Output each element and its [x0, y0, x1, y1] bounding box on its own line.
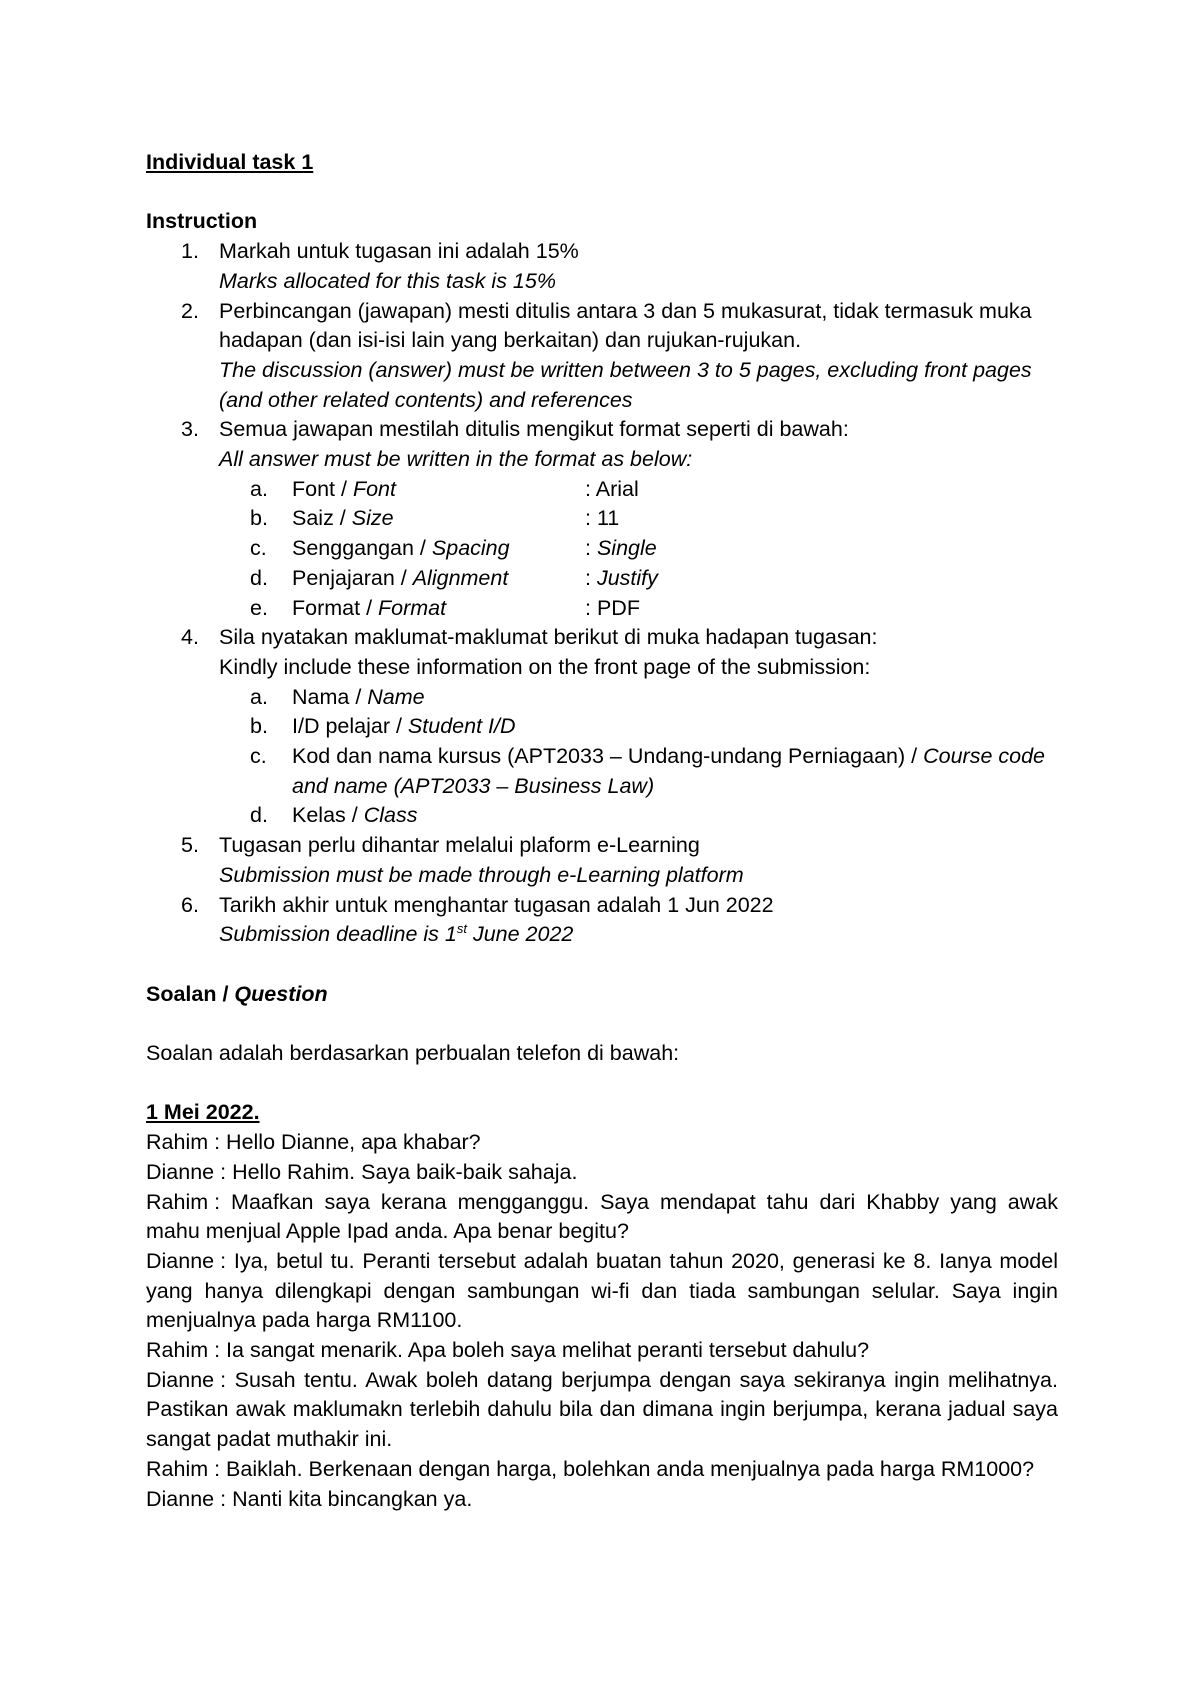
utterance: Maafkan saya kerana mengganggu. Saya mendapat tahu dari Khabby yang awak mahu menjual Apple Ipad anda. Apa benar begitu?: [146, 1189, 1058, 1244]
item-text-english: Marks allocated for this task is 15%: [219, 268, 556, 293]
format-row: [219, 475, 1058, 505]
dialogue-line: [146, 1366, 1058, 1455]
dialogue-line: [146, 1158, 1058, 1188]
format-label-malay: Senggangan /: [292, 536, 432, 561]
item-text-english: [219, 920, 1058, 950]
speaker: Rahim :: [146, 1189, 221, 1214]
item-number: 5.: [181, 833, 199, 858]
dialogue: [146, 1128, 1058, 1514]
front-info-letter: a.: [250, 684, 268, 709]
item-number: 4.: [181, 625, 199, 650]
format-value: : Arial: [585, 476, 639, 501]
item-text-english: The discussion (answer) must be written between 3 to 5 pages, excluding front pages (and other related contents) and references: [219, 357, 1032, 412]
format-value-prefix: :: [585, 536, 597, 561]
speaker: Rahim :: [146, 1456, 221, 1481]
dialogue-line: [146, 1455, 1058, 1485]
utterance: Baiklah. Berkenaan dengan harga, bolehkan anda menjualnya pada harga RM1000?: [220, 1456, 1035, 1481]
format-label-malay: Format /: [292, 595, 379, 620]
front-info-malay: I/D pelajar /: [292, 714, 408, 739]
front-info-malay: Kod dan nama kursus (APT2033 – Undang-undang Perniagaan) /: [292, 744, 924, 769]
format-list: [219, 475, 1058, 624]
dialogue-line: [146, 1128, 1058, 1158]
format-label-english: Size: [351, 506, 394, 531]
format-value: : 11: [585, 506, 620, 531]
instruction-item: [146, 623, 1058, 831]
format-label-english: Format: [378, 595, 447, 620]
front-info-english: Name: [367, 684, 425, 709]
question-heading: [146, 980, 1058, 1010]
format-row: [219, 504, 1058, 534]
item-number: 1.: [181, 239, 199, 264]
instruction-item: [146, 237, 1058, 296]
utterance: Nanti kita bincangkan ya.: [226, 1486, 473, 1511]
dialogue-line: [146, 1188, 1058, 1247]
format-letter: a.: [250, 476, 268, 501]
utterance: Ia sangat menarik. Apa boleh saya melihat peranti tersebut dahulu?: [220, 1338, 870, 1363]
dialogue-date: 1 Mei 2022.: [146, 1100, 260, 1125]
format-row: [219, 594, 1058, 624]
front-info-english: Class: [363, 803, 418, 828]
format-letter: c.: [250, 536, 267, 561]
dialogue-line: [146, 1336, 1058, 1366]
format-value: : PDF: [585, 595, 640, 620]
instruction-item: [146, 831, 1058, 890]
dialogue-line: [146, 1485, 1058, 1515]
utterance: Susah tentu. Awak boleh datang berjumpa dengan saya sekiranya ingin melihatnya. Pastikan awak maklumakn terlebih dahulu bila dan dimana ingin berjumpa, kerana jadual saya sangat padat muthakir ini.: [146, 1367, 1058, 1452]
front-info-list: [219, 683, 1058, 832]
speaker: Rahim :: [146, 1338, 221, 1363]
item-number: 6.: [181, 892, 199, 917]
instruction-item: [146, 297, 1058, 416]
item-text-malay: Sila nyatakan maklumat-maklumat berikut di muka hadapan tugasan:: [219, 625, 878, 650]
front-info-row: [219, 712, 1058, 742]
format-letter: e.: [250, 595, 268, 620]
deadline-text-end: June 2022: [466, 922, 574, 947]
front-info-english: Course code and name (APT2033 – Business Law): [292, 744, 1045, 798]
question-intro: Soalan adalah berdasarkan perbualan telefon di bawah:: [146, 1041, 680, 1066]
speaker: Rahim :: [146, 1130, 221, 1155]
utterance: Hello Dianne, apa khabar?: [220, 1130, 481, 1155]
format-value-prefix: :: [585, 565, 597, 590]
item-text-english: Submission must be made through e-Learning platform: [219, 862, 744, 887]
format-label-malay: Saiz /: [292, 506, 352, 531]
front-info-row: [219, 801, 1058, 831]
instruction-heading: Instruction: [146, 209, 258, 234]
front-info-letter: d.: [250, 803, 268, 828]
item-number: 3.: [181, 417, 199, 442]
item-text-malay: Markah untuk tugasan ini adalah 15%: [219, 239, 579, 264]
utterance: Hello Rahim. Saya baik-baik sahaja.: [226, 1159, 578, 1184]
front-info-row: [219, 742, 1058, 801]
front-info-letter: c.: [250, 744, 267, 769]
format-label-english: Alignment: [412, 565, 509, 590]
item-text-malay: Perbincangan (jawapan) mesti ditulis antara 3 dan 5 mukasurat, tidak termasuk muka hadapan (dan isi-isi lain yang berkaitan) dan rujukan-rujukan.: [219, 298, 1032, 353]
question-heading-english: Question: [234, 981, 328, 1006]
format-letter: d.: [250, 565, 268, 590]
deadline-ordinal: st: [456, 921, 467, 937]
format-label-malay: Font /: [292, 476, 353, 501]
format-row: [219, 564, 1058, 594]
item-text-malay: Tugasan perlu dihantar melalui plaform e-Learning: [219, 833, 700, 858]
item-text-malay: Semua jawapan mestilah ditulis mengikut format seperti di bawah:: [219, 417, 849, 442]
format-label-malay: Penjajaran /: [292, 565, 413, 590]
dialogue-line: [146, 1247, 1058, 1336]
format-value: Single: [596, 536, 657, 561]
format-letter: b.: [250, 506, 268, 531]
utterance: Iya, betul tu. Peranti tersebut adalah buatan tahun 2020, generasi ke 8. Ianya model yang hanya dilengkapi dengan sambungan wi-fi dan tiada sambungan selular. Saya ingin menjualnya pada harga RM1100.: [146, 1248, 1058, 1333]
front-info-letter: b.: [250, 714, 268, 739]
format-value: Justify: [596, 565, 658, 590]
front-info-malay: Nama /: [292, 684, 368, 709]
item-text-english: All answer must be written in the format as below:: [219, 447, 693, 472]
speaker: Dianne :: [146, 1248, 227, 1273]
speaker: Dianne :: [146, 1486, 227, 1511]
instruction-list: [146, 237, 1058, 950]
front-info-malay: Kelas /: [292, 803, 364, 828]
deadline-text: Submission deadline is 1: [219, 922, 457, 947]
item-text-english: Kindly include these information on the front page of the submission:: [219, 654, 871, 679]
document-title: Individual task 1: [146, 150, 314, 174]
speaker: Dianne :: [146, 1159, 227, 1184]
instruction-item: [146, 415, 1058, 623]
format-label-english: Spacing: [431, 536, 510, 561]
item-number: 2.: [181, 298, 199, 323]
format-row: [219, 534, 1058, 564]
question-heading-malay: Soalan /: [146, 981, 235, 1006]
document-page: [146, 148, 1058, 1514]
item-text-malay: Tarikh akhir untuk menghantar tugasan adalah 1 Jun 2022: [219, 892, 774, 917]
instruction-item: [146, 891, 1058, 950]
front-info-english: Student I/D: [407, 714, 516, 739]
front-info-row: [219, 683, 1058, 713]
speaker: Dianne :: [146, 1367, 227, 1392]
format-label-english: Font: [352, 476, 396, 501]
